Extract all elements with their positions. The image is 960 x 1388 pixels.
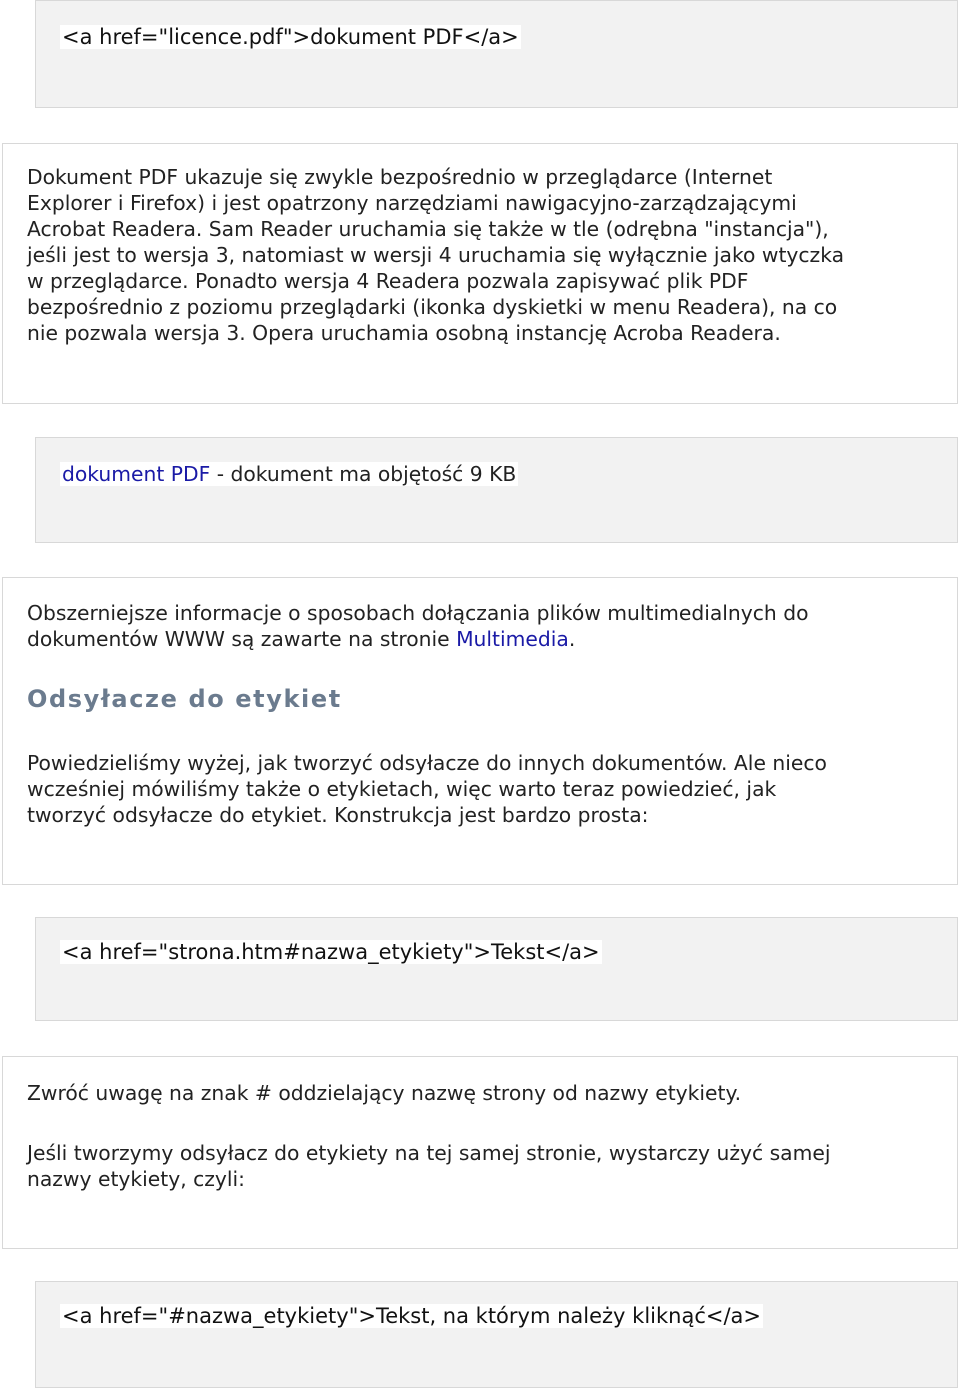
- code-line-licence: <a href="licence.pdf">dokument PDF</a>: [62, 25, 519, 49]
- section-multimedia: [2, 577, 958, 885]
- pdf-description-line-2: Explorer i Firefox) i jest opatrzony narzędziami nawigacyjno-zarządzającymi: [27, 191, 797, 215]
- section-hash-note: [2, 1056, 958, 1249]
- example-link-span: [60, 462, 518, 486]
- section-pdf-description: [2, 143, 958, 404]
- hash-note: Zwróć uwagę na znak # oddzielający nazwę strony od nazwy etykiety.: [27, 1081, 742, 1105]
- anchors-intro-line-2: wcześniej mówiliśmy także o etykietach, więc warto teraz powiedzieć, jak: [27, 777, 777, 801]
- multimedia-link[interactable]: Multimedia: [456, 627, 569, 651]
- pdf-description-line-3: Acrobat Readera. Sam Reader uruchamia się także w tle (odrębna "instancja"),: [27, 217, 829, 241]
- pdf-description-line-7: nie pozwala wersja 3. Opera uruchamia osobną instancję Acroba Readera.: [27, 321, 781, 345]
- code-line-anchor-other-page: <a href="strona.htm#nazwa_etykiety">Tekst</a>: [62, 940, 600, 964]
- multimedia-line-2-prefix: dokumentów WWW są zawarte na stronie: [27, 627, 457, 651]
- pdf-description-line-5: w przeglądarce. Ponadto wersja 4 Readera pozwala zapisywać plik PDF: [27, 269, 749, 293]
- pdf-size-note: - dokument ma objętość 9 KB: [210, 462, 517, 486]
- multimedia-line-2: [27, 626, 937, 652]
- code-block-licence: [35, 0, 958, 108]
- same-page-line-1: Jeśli tworzymy odsyłacz do etykiety na tej samej stronie, wystarczy użyć samej: [27, 1141, 831, 1165]
- pdf-description-line-6: bezpośrednio z poziomu przeglądarki (ikonka dyskietki w menu Readera), na co: [27, 295, 838, 319]
- code-line-anchor-same-page: <a href="#nazwa_etykiety">Tekst, na którym należy kliknąć</a>: [62, 1304, 762, 1328]
- multimedia-line-2-suffix: .: [568, 627, 576, 651]
- section-heading-anchors: Odsyłacze do etykiet: [27, 685, 342, 713]
- same-page-line-2: nazwy etykiety, czyli:: [27, 1167, 246, 1191]
- pdf-description-line-1: Dokument PDF ukazuje się zwykle bezpośrednio w przeglądarce (Internet: [27, 165, 773, 189]
- pdf-document-link[interactable]: dokument PDF: [62, 462, 211, 486]
- anchors-intro-line-1: Powiedzieliśmy wyżej, jak tworzyć odsyłacze do innych dokumentów. Ale nieco: [27, 751, 827, 775]
- multimedia-line-1: Obszerniejsze informacje o sposobach dołączania plików multimedialnych do: [27, 601, 809, 625]
- code-block-anchor-other-page: [35, 917, 958, 1021]
- code-block-anchor-same-page: [35, 1281, 958, 1388]
- example-link-line: [60, 461, 937, 487]
- anchors-intro-line-3: tworzyć odsyłacze do etykiet. Konstrukcja jest bardzo prosta:: [27, 803, 649, 827]
- example-link-box: [35, 437, 958, 543]
- pdf-description-line-4: jeśli jest to wersja 3, natomiast w wersji 4 uruchamia się wyłącznie jako wtyczka: [27, 243, 845, 267]
